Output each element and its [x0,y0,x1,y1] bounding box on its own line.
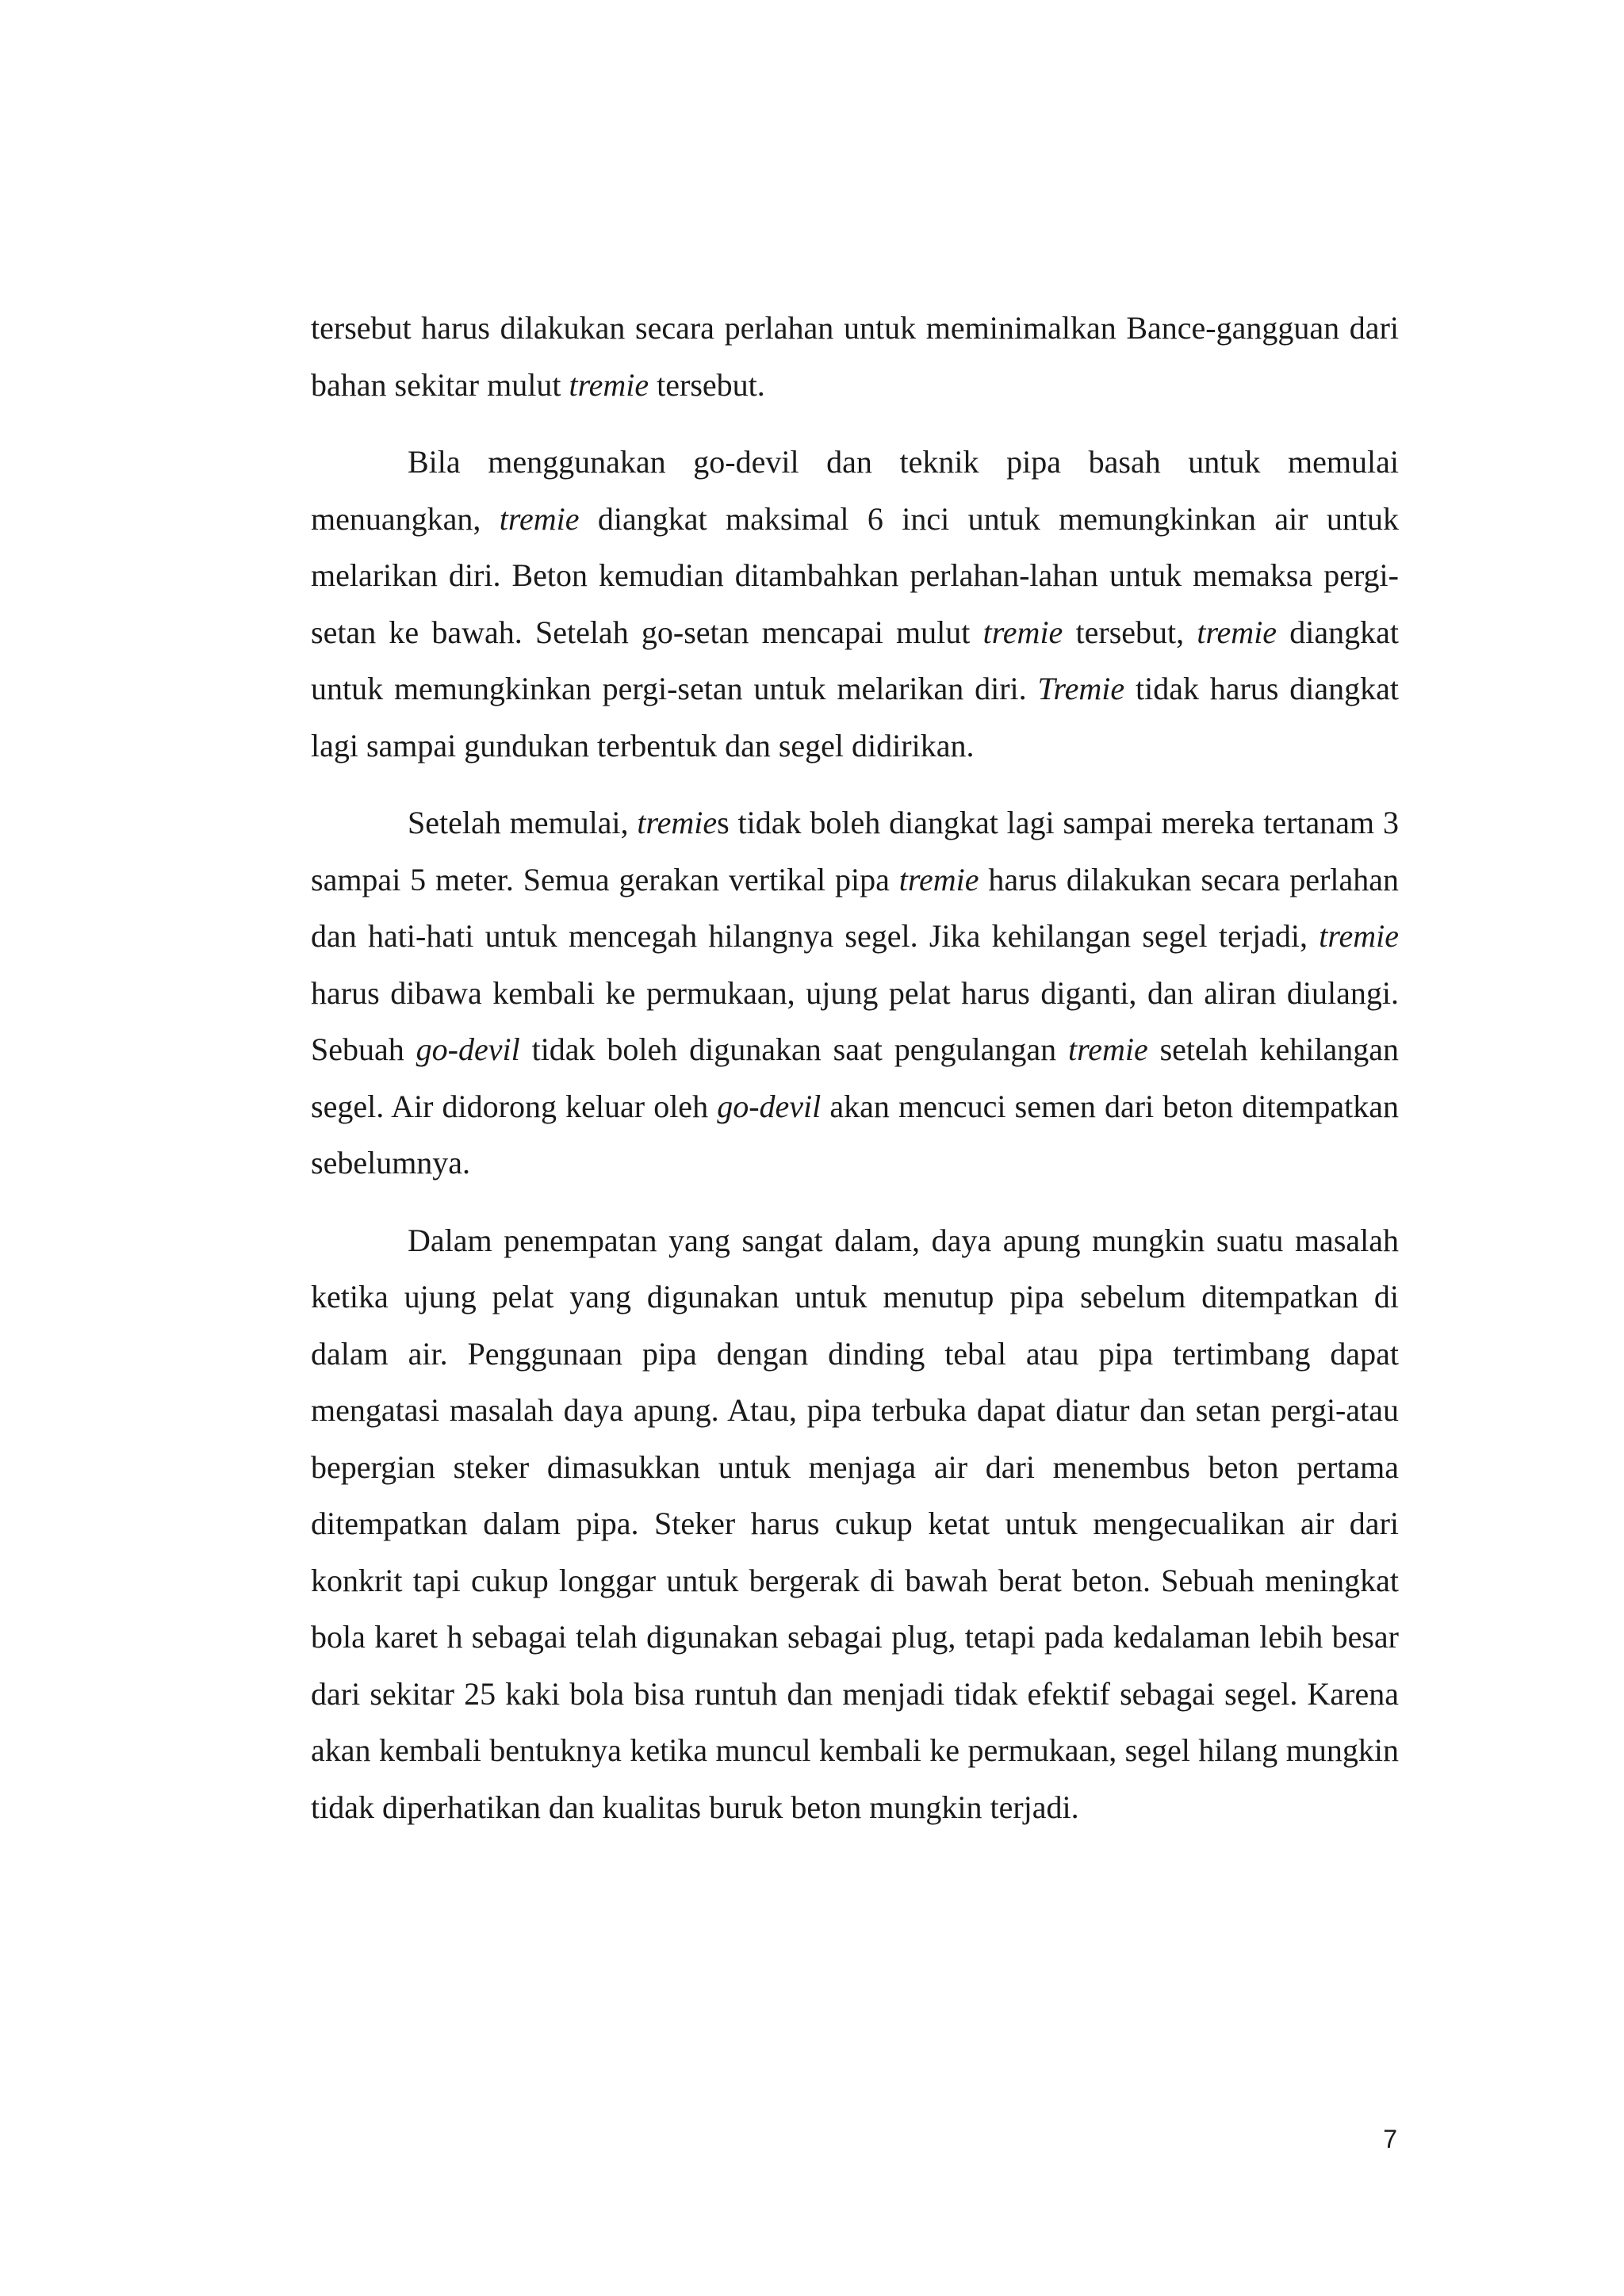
paragraph [311,794,1399,1192]
italic-term: tremie [637,805,718,840]
italic-term: tremie [499,500,580,537]
italic-term: Tremie [1037,671,1125,706]
text-run: Bila menggunakan go-devil dan teknik pipa basah untuk memulai menuangkan, [311,444,1399,537]
text-run: Setelah memulai, [408,805,638,840]
text-run: tersebut. [649,366,765,403]
text-run: tersebut harus dilakukan secara perlahan untuk meminimalkan Bance-gangguan dari bahan sekitar mulut [311,310,1399,403]
italic-term: tremie [569,366,649,403]
text-run: Dalam penempatan yang sangat dalam, daya apung mungkin suatu masalah ketika ujung pelat yang digunakan untuk menutup pipa sebelum ditempatkan di dalam air. Penggunaan pipa dengan dinding tebal atau pipa tertimbang dapat mengatasi masalah daya apung. Atau, pipa terbuka dapat diatur dan setan pergi-atau bepergian steker dimasukkan untuk menjaga air dari menembus beton pertama ditempatkan dalam pipa. Steker harus cukup ketat untuk mengecualikan air dari konkrit tapi cukup longgar untuk bergerak di bawah berat beton. Sebuah meningkat bola karet h sebagai telah digunakan sebagai plug, tetapi pada kedalaman lebih besar dari sekitar 25 kaki bola bisa runtuh dan menjadi tidak efektif sebagai segel. Karena akan kembali bentuknya ketika muncul kembali ke permukaan, segel hilang mungkin tidak diperhatikan dan kualitas buruk beton mungkin terjadi. [311,1222,1399,1825]
text-run: setelah kehilangan segel. Air didorong keluar oleh [311,1031,1399,1124]
italic-term: tremie [1068,1031,1148,1067]
italic-term: tremie [1197,614,1277,650]
text-run: tidak harus diangkat lagi sampai gundukan terbentuk dan segel didirikan. [311,671,1400,763]
text-run: diangkat untuk memungkinkan pergi-setan untuk melarikan diri. [311,614,1400,706]
text-run: harus dilakukan secara perlahan dan hati-hati untuk mencegah hilangnya segel. Jika kehilangan segel terjadi, [311,861,1399,954]
italic-term: tremie [982,614,1063,650]
page-number: 7 [1383,2125,1397,2153]
paragraph [311,434,1399,774]
text-run: tersebut, [1063,614,1197,650]
text-run: tidak boleh digunakan saat pengulangan [519,1031,1068,1067]
paragraph [311,1212,1399,1836]
text-run: harus dibawa kembali ke permukaan, ujung pelat harus diganti, dan aliran diulangi. Sebuah [311,974,1399,1067]
italic-term: tremie [898,861,979,897]
italic-term: go-devil [717,1088,822,1124]
italic-term: go-devil [416,1031,520,1067]
text-run: diangkat maksimal 6 inci untuk memungkinkan air untuk melarikan diri. Beton kemudian ditambahkan perlahan-lahan untuk memaksa pergi-setan ke bawah. Setelah go-setan mencapai mulut [311,500,1400,650]
body-text [311,300,1399,1856]
text-run: akan mencuci semen dari beton ditempatkan sebelumnya. [311,1088,1400,1181]
text-run: s tidak boleh diangkat lagi sampai mereka tertanam 3 sampai 5 meter. Semua gerakan vertikal pipa [311,805,1399,897]
italic-term: tremie [1319,918,1399,954]
paragraph [311,300,1399,413]
